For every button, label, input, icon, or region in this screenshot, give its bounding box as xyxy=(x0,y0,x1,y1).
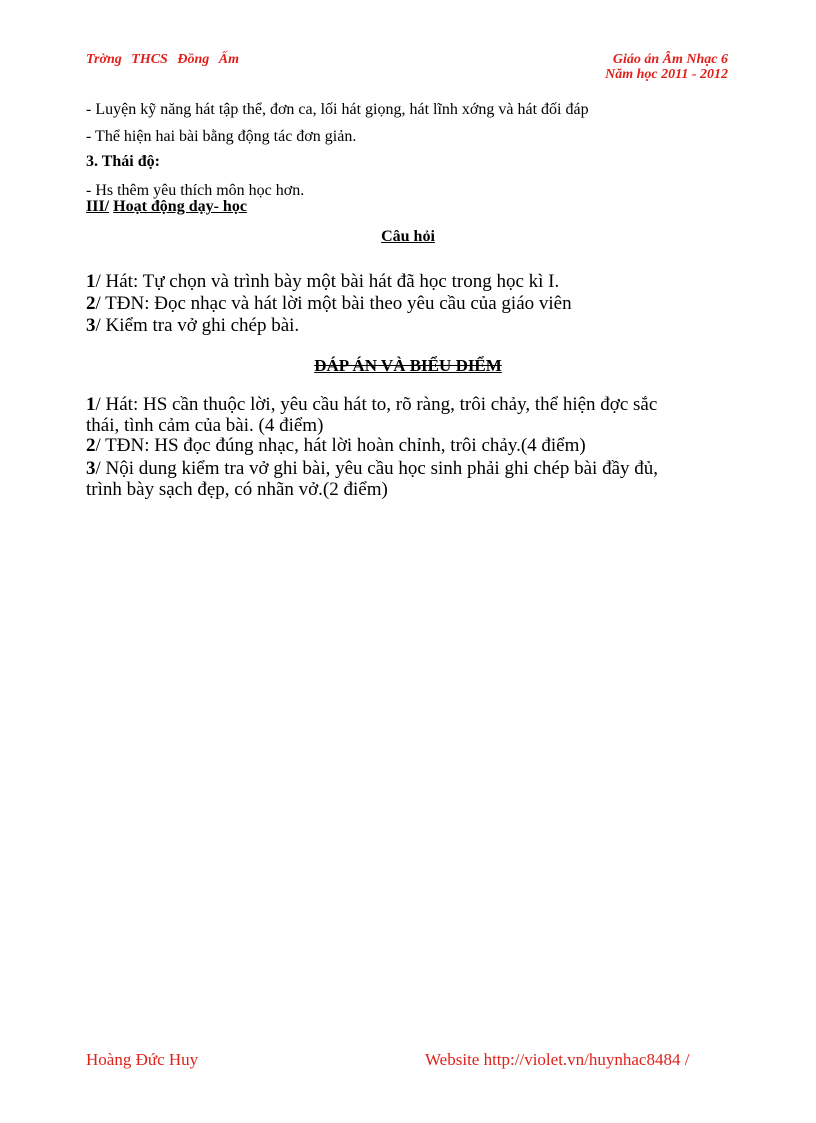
question-item-1 xyxy=(86,271,559,293)
header-subject: Giáo án Âm Nhạc 6 xyxy=(612,52,728,67)
question-number: 2 xyxy=(86,293,96,314)
activities-heading xyxy=(86,198,247,216)
skill-line-1: - Luyện kỹ năng hát tập thể, đơn ca, lối hát giọng, hát lĩnh xớng và hát đối đáp xyxy=(86,101,589,118)
activities-number: III/ xyxy=(86,198,110,215)
answer-text: / Hát: HS cần thuộc lời, yêu cầu hát to, rõ ràng, trôi chảy, thể hiện đợc sắc xyxy=(95,394,658,415)
answer-item-1-line-1 xyxy=(86,394,657,416)
answer-item-3-line-2: trình bày sạch đẹp, có nhãn vở.(2 điểm) xyxy=(86,479,388,500)
skill-line-2: - Thể hiện hai bài bằng động tác đơn giản. xyxy=(86,128,357,145)
question-item-2 xyxy=(86,293,572,315)
question-number: 3 xyxy=(86,315,96,336)
question-number: 1 xyxy=(86,271,96,292)
header-year: Năm học 2011 - 2012 xyxy=(605,67,728,82)
attitude-text: - Hs thêm yêu thích môn học hơn. xyxy=(86,182,305,199)
answer-text: / TĐN: HS đọc đúng nhạc, hát lời hoàn chỉnh, trôi chảy.(4 điểm) xyxy=(95,435,586,456)
attitude-heading: 3. Thái độ: xyxy=(86,153,160,170)
question-text: / Hát: Tự chọn và trình bày một bài hát đã học trong học kì I. xyxy=(95,271,560,292)
footer-website: Website http://violet.vn/huynhac8484 / xyxy=(425,1050,690,1069)
header-school: Trờng THCS Đồng Ấm xyxy=(86,52,239,67)
question-text: / TĐN: Đọc nhạc và hát lời một bài theo yêu cầu của giáo viên xyxy=(95,293,572,314)
answer-text: / Nội dung kiểm tra vở ghi bài, yêu cầu học sinh phải ghi chép bài đầy đủ, xyxy=(95,458,659,479)
answer-item-1-line-2: thái, tình cảm của bài. (4 điểm) xyxy=(86,415,324,436)
footer-author: Hoàng Đức Huy xyxy=(86,1050,199,1069)
answer-item-2 xyxy=(86,435,586,457)
question-text: / Kiểm tra vở ghi chép bài. xyxy=(95,315,300,336)
answers-title: ĐÁP ÁN VÀ BIỂU ĐIỂM xyxy=(314,356,502,375)
answer-item-3-line-1 xyxy=(86,458,658,480)
activities-title: Hoạt động dạy- học xyxy=(113,198,247,215)
answer-number: 1 xyxy=(86,394,96,415)
answer-number: 2 xyxy=(86,435,96,456)
question-item-3 xyxy=(86,315,299,337)
answer-number: 3 xyxy=(86,458,96,479)
questions-title: Câu hỏi xyxy=(381,228,435,245)
